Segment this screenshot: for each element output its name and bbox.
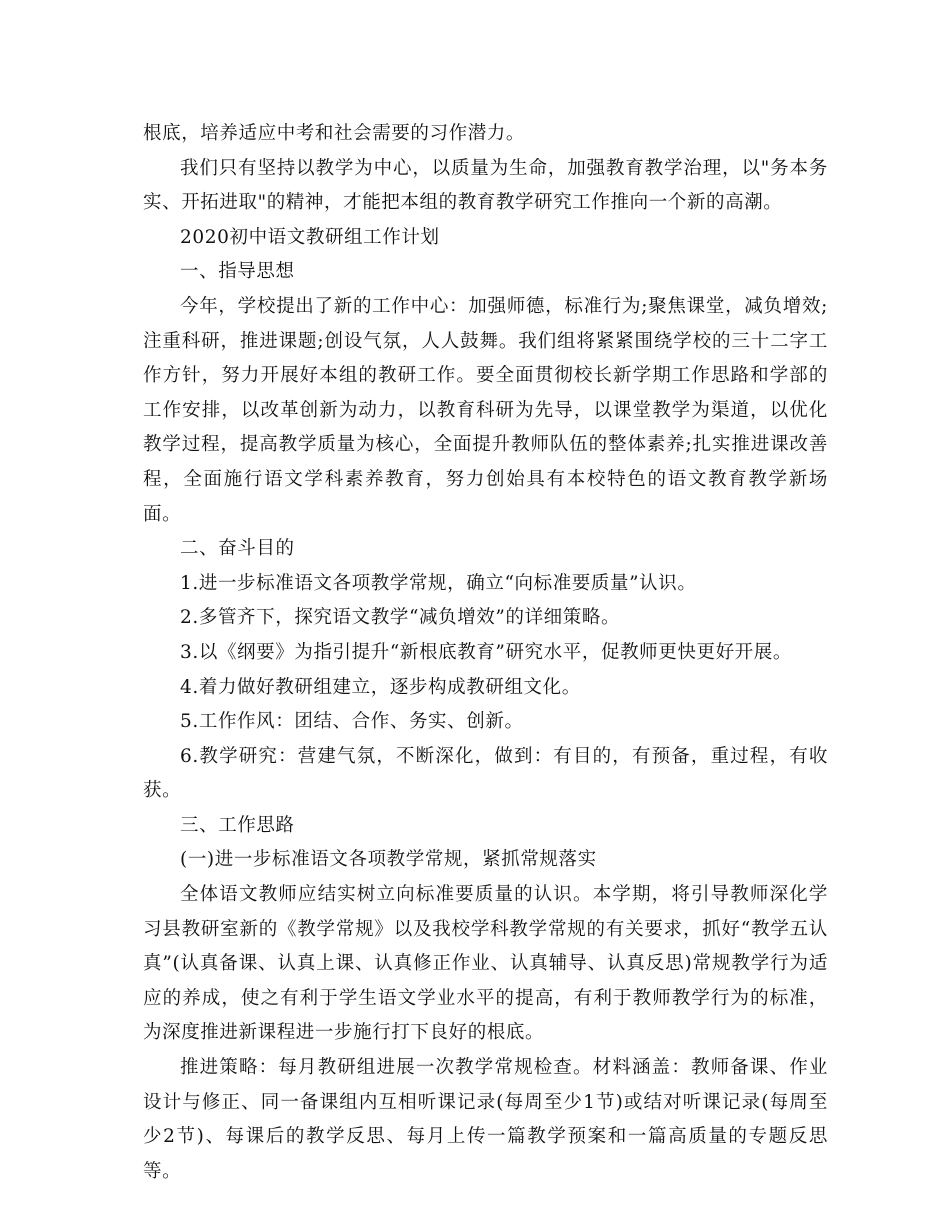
paragraph-strategy: 推进策略：每月教研组进展一次教学常规检查。材料涵盖：教师备课、作业设计与修正、同一备课组内互相听课记录(每周至少1节)或结对听课记录(每周至少2节)、每课后的教学反思、每月上传一篇教学预案和一篇高质量的专题反思等。 xyxy=(143,1057,828,1182)
goal-item-2: 2.多管齐下，探究语文教学“减负增效”的详细策略。 xyxy=(180,607,621,629)
goal-item-4: 4.着力做好教研组建立，逐步构成教研组文化。 xyxy=(180,676,581,698)
goal-item-6: 6.教学研究：营建气氛，不断深化，做到：有目的，有预备，重过程，有收获。 xyxy=(143,745,828,802)
section-heading-guiding-thought: 一、指导思想 xyxy=(180,261,295,283)
goal-item-3: 3.以《纲要》为指引提升“新根底教育”研究水平，促教师更快更好开展。 xyxy=(180,641,792,663)
goal-item-5: 5.工作作风：团结、合作、务实、创新。 xyxy=(180,711,524,733)
goal-item-1: 1.进一步标准语文各项教学常规，确立“向标准要质量”认识。 xyxy=(180,572,697,594)
document-title: 2020初中语文教研组工作计划 xyxy=(180,226,440,248)
paragraph-continuation: 根底，培养适应中考和社会需要的习作潜力。 xyxy=(143,123,526,144)
subsection-heading-routine: (一)进一步标准语文各项教学常规，紧抓常规落实 xyxy=(180,849,597,871)
paragraph-guiding-thought: 今年，学校提出了新的工作中心：加强师德，标准行为;聚焦课堂，减负增效;注重科研，推进课题;创设气氛，人人鼓舞。我们组将紧紧围绕学校的三十二字工作方针，努力开展好本组的教研工作。要全面贯彻校长新学期工作思路和学部的工作安排，以改革创新为动力，以教育科研为先导，以课堂教学为渠道，以优化教学过程，提高教学质量为核心，全面提升教师队伍的整体素养;扎实推进课改善程，全面施行语文学科素养教育，努力创始具有本校特色的语文教育教学新场面。 xyxy=(143,295,828,525)
section-heading-goals: 二、奋斗目的 xyxy=(180,538,295,560)
paragraph-conclusion: 我们只有坚持以教学为中心，以质量为生命，加强教育教学治理，以"务本务实、开拓进取"的精神，才能把本组的教育教学研究工作推向一个新的高潮。 xyxy=(143,157,828,214)
document-body xyxy=(143,117,828,1189)
paragraph-routine: 全体语文教师应结实树立向标准要质量的认识。本学期，将引导教师深化学习县教研室新的《教学常规》以及我校学科教学常规的有关要求，抓好“教学五认真”(认真备课、认真上课、认真修正作业、认真辅导、认真反思)常规教学行为适应的养成，使之有利于学生语文学业水平的提高，有利于教师教学行为的标准，为深度推进新课程进一步施行打下良好的根底。 xyxy=(143,884,828,1044)
section-heading-work-approach: 三、工作思路 xyxy=(180,814,295,836)
